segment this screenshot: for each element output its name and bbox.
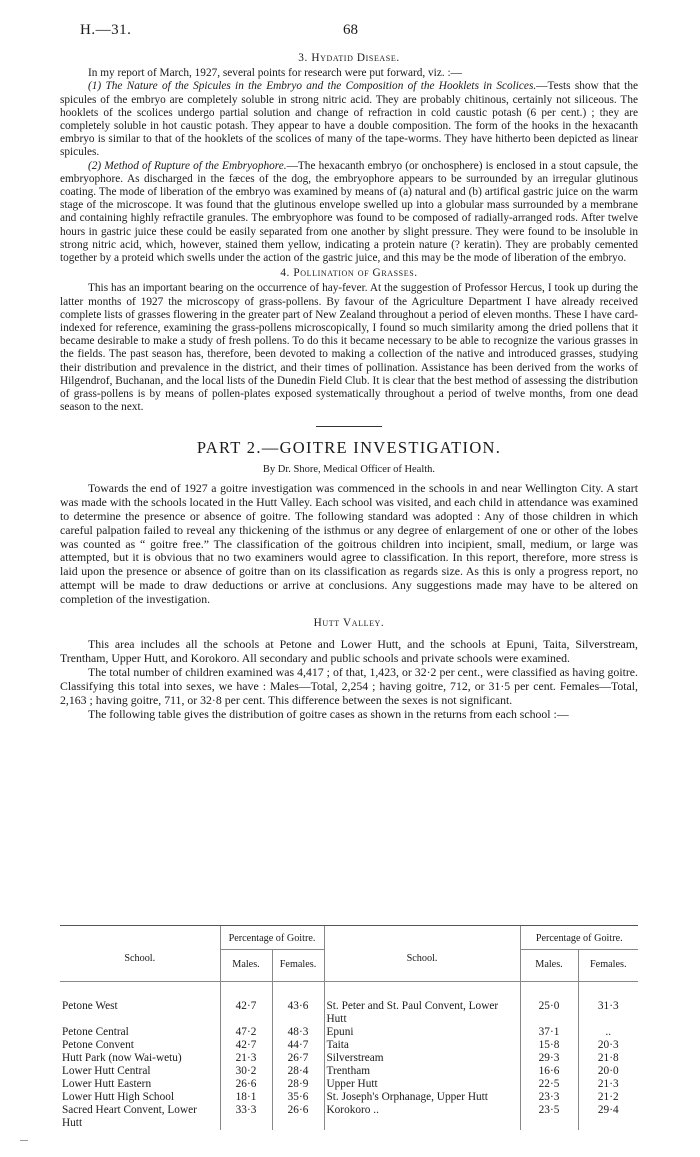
section-heading-hydatid: 3. Hydatid Disease. bbox=[298, 52, 400, 64]
hydatid-p2-title: (2) Method of Rupture of the Embryophore. bbox=[88, 159, 287, 172]
school-cell: Hutt Park (now Wai-wetu) bbox=[62, 1051, 182, 1064]
school-cell: Lower Hutt Central bbox=[62, 1064, 151, 1077]
school-cell: Lower Hutt Eastern bbox=[62, 1077, 152, 1090]
hydatid-paragraph-2 bbox=[60, 160, 638, 266]
females-cell: 20·0 bbox=[578, 1065, 638, 1078]
school-cell: Petone Central bbox=[62, 1025, 129, 1038]
byline: By Dr. Shore, Medical Officer of Health. bbox=[262, 463, 436, 475]
females-cell: 26·6 bbox=[272, 1104, 324, 1130]
hutt-paragraph-1: This area includes all the schools at Petone and Lower Hutt, and the schools at Epuni, Taita, Silverstream, Trentham, Upper Hutt, and Korokoro. All secondary and public schools and private schools were examined. bbox=[60, 637, 638, 666]
school-cell: Sacred Heart Convent, Lower Hutt bbox=[62, 1103, 197, 1129]
males-cell: 18·1 bbox=[220, 1091, 272, 1104]
males-cell: 30·2 bbox=[220, 1065, 272, 1078]
males-cell: 25·0 bbox=[520, 1000, 578, 1026]
females-cell: 21·3 bbox=[578, 1078, 638, 1091]
part-title: PART 2.—GOITRE INVESTIGATION. bbox=[196, 438, 502, 458]
section-heading-hutt-valley: Hutt Valley. bbox=[313, 617, 385, 630]
males-cell: 47·2 bbox=[220, 1026, 272, 1039]
hydatid-p1-title: (1) The Nature of the Spicules in the Embryo and the Composition of the Hooklets in Scolices. bbox=[88, 80, 537, 93]
males-cell: 42·7 bbox=[220, 1039, 272, 1052]
females-header-left: Females. bbox=[272, 950, 324, 978]
hutt-paragraph-2: The total number of children examined was 4,417 ; of that, 1,423, or 32·2 per cent., were classified as having goitre. Classifying this total into sexes, we have : Males—Total, 2,254 ; having goitre, 712, or 31·5 per cent. Females—Total, 2,163 ; having goitre, 711, or 32·8 per cent. This difference between the sexes is not significant. bbox=[60, 665, 638, 707]
females-cell: 35·6 bbox=[272, 1091, 324, 1104]
goitre-body bbox=[60, 482, 638, 722]
page-number: 68 bbox=[343, 22, 358, 38]
school-cell: Petone West bbox=[62, 999, 118, 1012]
females-cell: 31·3 bbox=[578, 1000, 638, 1026]
males-cell: 37·1 bbox=[520, 1026, 578, 1039]
school-cell: Silverstream bbox=[324, 1052, 520, 1065]
pollination-paragraph: This has an important bearing on the occurrence of hay-fever. At the suggestion of Professor Hercus, I took up during the latter months of 1927 the microscopy of grass-pollens. By favour of the Agriculture Department I have already received complete lists of grasses flowering in the greater part of New Zealand throughout a period of eleven months. These I have card-indexed for reference, examining the grass-pollens microscopically, I found so much similarity among the dried pollens that it became desirable to make a study of fresh pollens. To do this it became necessary to be able to recognize the various grasses in the fields. The past season has, therefore, been devoted to making a collection of the native and introduced grasses, studying their distribution and prevalence in the district, and their times of pollination. Assistance has been derived from the works of Hilgendrof, Buchanan, and the local lists of the Dunedin Field Club. It is clear that the best method of assessing the distribution of grass-pollens is by means of pollen-plates exposed systematically throughout a period of twelve months, from one dead season to the next. bbox=[60, 282, 638, 414]
running-head bbox=[80, 22, 640, 42]
females-cell: 44·7 bbox=[272, 1039, 324, 1052]
school-header-left: School. bbox=[60, 926, 220, 978]
report-reference: H.—31. bbox=[80, 22, 132, 38]
school-cell: Petone Convent bbox=[62, 1038, 134, 1051]
pct-header-left: Percentage of Goitre. bbox=[220, 926, 324, 950]
school-cell: Korokoro .. bbox=[324, 1104, 520, 1130]
females-cell: 28·9 bbox=[272, 1078, 324, 1091]
school-cell: St. Peter and St. Paul Convent, Lower Hutt bbox=[324, 1000, 520, 1026]
females-cell: 43·6 bbox=[272, 1000, 324, 1026]
school-cell: Taita bbox=[324, 1039, 520, 1052]
males-cell: 42·7 bbox=[220, 1000, 272, 1026]
males-cell: 33·3 bbox=[220, 1104, 272, 1130]
males-header-right: Males. bbox=[520, 950, 578, 978]
females-cell: 20·3 bbox=[578, 1039, 638, 1052]
females-cell: 21·2 bbox=[578, 1091, 638, 1104]
females-cell: 28·4 bbox=[272, 1065, 324, 1078]
section-divider bbox=[316, 426, 382, 427]
table-row bbox=[60, 1000, 638, 1026]
pct-header-right: Percentage of Goitre. bbox=[520, 926, 638, 950]
table-row bbox=[60, 1052, 638, 1065]
goitre-intro-paragraph: Towards the end of 1927 a goitre investigation was commenced in the schools in and near Wellington City. A start was made with the schools located in the Hutt Valley. Each school was visited, and each child in attendance was examined to determine the presence or absence of goitre. The following standard was adopted : Any of those children in which careful palpation failed to reveal any thickening of the isthmus or any degree of enlargement of one or other of the lobes was counted as “ goitre free.” The classification of the goitrous children into incipient, small, medium, or large was attempted, but it is obvious that no two examiners would agree to classification. In this report, therefore, more stress is laid upon the presence or absence of goitre than on its classification as regards size. As this is only a progress report, no attempt will be made to draw deductions or arrive at conclusions. Any suggestions made may have to be altered on completion of the investigation. bbox=[60, 480, 638, 607]
page-body bbox=[60, 50, 638, 722]
table-row bbox=[60, 1078, 638, 1091]
males-cell: 26·6 bbox=[220, 1078, 272, 1091]
school-cell: St. Joseph's Orphanage, Upper Hutt bbox=[324, 1091, 520, 1104]
school-cell: Lower Hutt High School bbox=[62, 1090, 175, 1103]
males-cell: 21·3 bbox=[220, 1052, 272, 1065]
table-body bbox=[60, 1000, 638, 1130]
table-row bbox=[60, 1039, 638, 1052]
males-cell: 22·5 bbox=[520, 1078, 578, 1091]
table-row bbox=[60, 1026, 638, 1039]
school-header-right: School. bbox=[324, 926, 520, 978]
table-row bbox=[60, 1104, 638, 1130]
hutt-paragraph-3: The following table gives the distribution of goitre cases as shown in the returns from each school :— bbox=[88, 706, 569, 721]
females-cell: 26·7 bbox=[272, 1052, 324, 1065]
females-cell: 48·3 bbox=[272, 1026, 324, 1039]
hydatid-paragraph-1 bbox=[60, 80, 638, 159]
hydatid-p2-text: —The hexacanth embryo (or onchosphere) is enclosed in a stout capsule, the embryophore. As discharged in the fæces of the dog, the embryophore appears to be surrounded by an irregular glutinous coating. The mode of liberation of the embryo was examined by means of (a) natural and (b) artifical gastric juice on the warm stage of the microscope. It was found that the glutinous envelope swelled up into a globular mass surrounded by a membrane and containing highly refractile granules. The embryophore was found to be composed of radially-arranged rods. After twelve hours in gastric juice these could be easily separated from one another by slight pressure. They were found to be insoluble in strong nitric acid, which, however, stained them yellow, indicating a protein nature (? keratin). They are probably cemented together by a proteid which swells under the action of the gastric juice, and this may be the mode of liberation of the embryo. bbox=[60, 159, 638, 265]
goitre-table bbox=[60, 925, 638, 1130]
table-header-row bbox=[60, 926, 638, 950]
males-cell: 23·3 bbox=[520, 1091, 578, 1104]
hydatid-p1-text: —Tests show that the spicules of the embryo are completely soluble in strong nitric acid. They are probably chitinous, certainly not siliceous. The hooklets of the scolices undergo partial solution and change of refraction in cold caustic potash (6 per cent.) ; they are completely soluble in hot caustic potash. They appear to have a double composition. The form of the hooks in the hexacanth embryo is similar to that of the hooklets of the scolices of many of the tape-worms. They have hitherto been depicted as linear spicules. bbox=[60, 80, 638, 159]
table-row bbox=[60, 1065, 638, 1078]
females-cell: 21·8 bbox=[578, 1052, 638, 1065]
females-cell: 29·4 bbox=[578, 1104, 638, 1130]
page-mark bbox=[20, 1140, 28, 1141]
males-cell: 16·6 bbox=[520, 1065, 578, 1078]
males-cell: 29·3 bbox=[520, 1052, 578, 1065]
females-header-right: Females. bbox=[578, 950, 638, 978]
males-header-left: Males. bbox=[220, 950, 272, 978]
males-cell: 23·5 bbox=[520, 1104, 578, 1130]
females-cell: .. bbox=[578, 1026, 638, 1039]
table-row bbox=[60, 1091, 638, 1104]
hydatid-intro: In my report of March, 1927, several points for research were put forward, viz. :— bbox=[88, 67, 462, 80]
school-cell: Trentham bbox=[324, 1065, 520, 1078]
school-cell: Upper Hutt bbox=[324, 1078, 520, 1091]
section-heading-pollination: 4. Pollination of Grasses. bbox=[280, 267, 418, 280]
school-cell: Epuni bbox=[324, 1026, 520, 1039]
males-cell: 15·8 bbox=[520, 1039, 578, 1052]
